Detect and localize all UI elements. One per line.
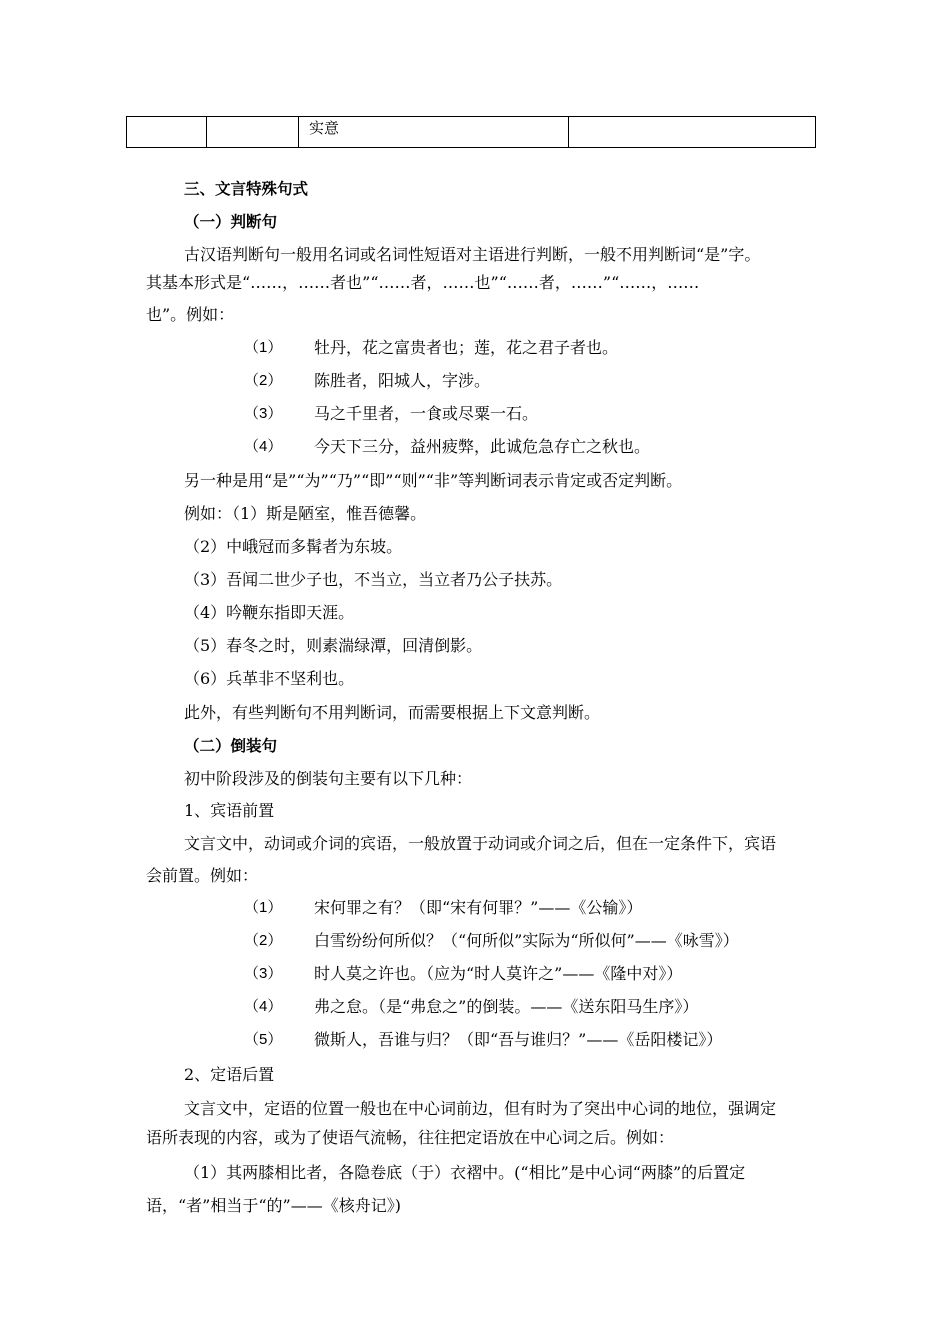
subheading: 1、宾语前置 [184, 801, 275, 820]
subheading: 2、定语后置 [184, 1065, 275, 1084]
example-number: （2） [244, 372, 283, 389]
paragraph-line: 另一种是用“是”“为”“乃”“即”“则”“非”等判断词表示肯定或否定判断。 [184, 471, 683, 490]
example-number: （1） [244, 339, 283, 356]
example-text: 弗之怠。（是“弗怠之”的倒装。——《送东阳马生序》） [314, 997, 699, 1016]
example-text: 宋何罪之有？（即“宋有何罪？”——《公输》） [314, 898, 643, 917]
list-item: 例如：（1）斯是陋室，惟吾德馨。 [184, 504, 427, 523]
example-text: 今天下三分，益州疲弊，此诚危急存亡之秋也。 [314, 437, 651, 456]
vocab-table-fragment [126, 116, 816, 148]
list-item: （5）春冬之时，则素湍绿潭，回清倒影。 [184, 636, 483, 655]
paragraph-line: 语，“者”相当于“的”——《核舟记》) [146, 1196, 401, 1215]
paragraph-line: 初中阶段涉及的倒装句主要有以下几种： [184, 769, 473, 788]
paragraph-line: 此外，有些判断句不用判断词，而需要根据上下文意判断。 [184, 703, 601, 722]
example-text: 牡丹，花之富贵者也；莲，花之君子者也。 [314, 338, 619, 357]
list-item: （4）吟鞭东指即天涯。 [184, 603, 355, 622]
paragraph-line: 文言文中，动词或介词的宾语，一般放置于动词或介词之后，但在一定条件下，宾语 [184, 834, 777, 853]
paragraph-line: 古汉语判断句一般用名词或名词性短语对主语进行判断，一般不用判断词“是”字。 [184, 245, 761, 264]
paragraph-line: 会前置。例如： [146, 866, 259, 885]
example-number: （4） [244, 438, 283, 455]
example-text: 微斯人，吾谁与归？（即“吾与谁归？”——《岳阳楼记》） [314, 1030, 723, 1049]
example-number: （2） [244, 932, 283, 949]
table-cell [569, 117, 816, 148]
example-text: 马之千里者，一食或尽粟一石。 [314, 404, 539, 423]
example-number: （1） [244, 899, 283, 916]
list-item: （2）中峨冠而多髯者为东坡。 [184, 537, 403, 556]
list-item: （3）吾闻二世少子也，不当立，当立者乃公子扶苏。 [184, 570, 563, 589]
paragraph-line: 语所表现的内容，或为了使语气流畅，往往把定语放在中心词之后。例如： [146, 1128, 675, 1147]
paragraph-line: 也”。例如： [146, 305, 235, 324]
table-cell [127, 117, 207, 148]
example-text: 陈胜者，阳城人，字涉。 [314, 371, 491, 390]
list-item: （6）兵革非不坚利也。 [184, 669, 355, 688]
section-heading: 三、文言特殊句式 [184, 180, 309, 198]
table-row [127, 117, 816, 148]
paragraph-line: （1）其两膝相比者，各隐卷底（于）衣褶中。(“相比”是中心词“两膝”的后置定 [184, 1163, 746, 1182]
inversion-heading: （二）倒装句 [184, 737, 278, 755]
table-cell [207, 117, 299, 148]
paragraph-line: 其基本形式是“……，……者也”“……者，……也”“……者，……”“……，…… [146, 273, 700, 292]
example-number: （4） [244, 998, 283, 1015]
example-number: （3） [244, 965, 283, 982]
example-number: （3） [244, 405, 283, 422]
example-text: 时人莫之许也。（应为“时人莫许之”——《隆中对》） [314, 964, 683, 983]
example-number: （5） [244, 1031, 283, 1048]
table-cell: 实意 [299, 117, 569, 148]
judgment-heading: （一）判断句 [184, 213, 278, 231]
paragraph-line: 文言文中，定语的位置一般也在中心词前边，但有时为了突出中心词的地位，强调定 [184, 1099, 777, 1118]
example-text: 白雪纷纷何所似？（“何所似”实际为“所似何”——《咏雪》） [314, 931, 739, 950]
